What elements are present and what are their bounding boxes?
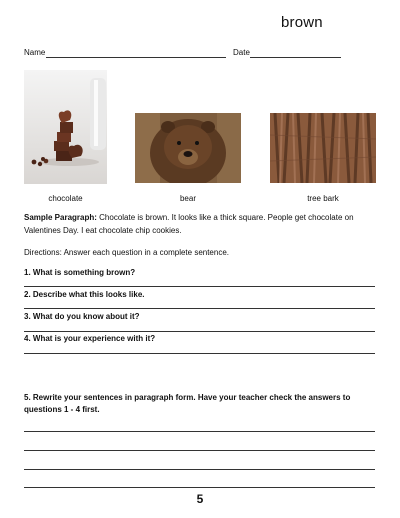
question-4: 4. What is your experience with it? bbox=[24, 334, 156, 343]
directions: Directions: Answer each question in a complete sentence. bbox=[24, 248, 230, 257]
question-3: 3. What do you know about it? bbox=[24, 312, 140, 321]
answer-line-4[interactable] bbox=[24, 353, 375, 354]
question-5-line2: questions 1 - 4 first. bbox=[24, 405, 100, 414]
chocolate-caption: chocolate bbox=[48, 194, 83, 203]
question-5-line1: 5. Rewrite your sentences in paragraph form. Have your teacher check the answers to bbox=[24, 393, 351, 402]
sample-paragraph-label: Sample Paragraph: bbox=[24, 213, 97, 222]
bear-image bbox=[135, 113, 241, 183]
worksheet-title: brown bbox=[281, 14, 323, 31]
name-label: Name bbox=[24, 48, 46, 57]
paragraph-line-3[interactable] bbox=[24, 469, 375, 470]
sample-paragraph-line2: Valentines Day. I eat chocolate chip cookies. bbox=[24, 226, 182, 235]
tree-bark-caption: tree bark bbox=[307, 194, 339, 203]
paragraph-line-1[interactable] bbox=[24, 431, 375, 432]
sample-paragraph-line1: Chocolate is brown. It looks like a thick square. People get chocolate on bbox=[96, 213, 354, 222]
paragraph-line-4[interactable] bbox=[24, 487, 375, 488]
date-field-line[interactable] bbox=[250, 57, 341, 58]
answer-line-1[interactable] bbox=[24, 286, 375, 287]
page-number: 5 bbox=[196, 492, 204, 506]
question-5 bbox=[24, 392, 384, 416]
answer-line-3[interactable] bbox=[24, 331, 375, 332]
name-field-line[interactable] bbox=[46, 57, 226, 58]
question-1: 1. What is something brown? bbox=[24, 268, 136, 277]
answer-line-2[interactable] bbox=[24, 308, 375, 309]
date-label: Date bbox=[233, 48, 250, 57]
question-2: 2. Describe what this looks like. bbox=[24, 290, 145, 299]
bear-caption: bear bbox=[179, 194, 196, 203]
tree-bark-image bbox=[270, 113, 376, 183]
sample-paragraph bbox=[24, 211, 384, 237]
paragraph-line-2[interactable] bbox=[24, 450, 375, 451]
chocolate-image bbox=[24, 70, 107, 184]
